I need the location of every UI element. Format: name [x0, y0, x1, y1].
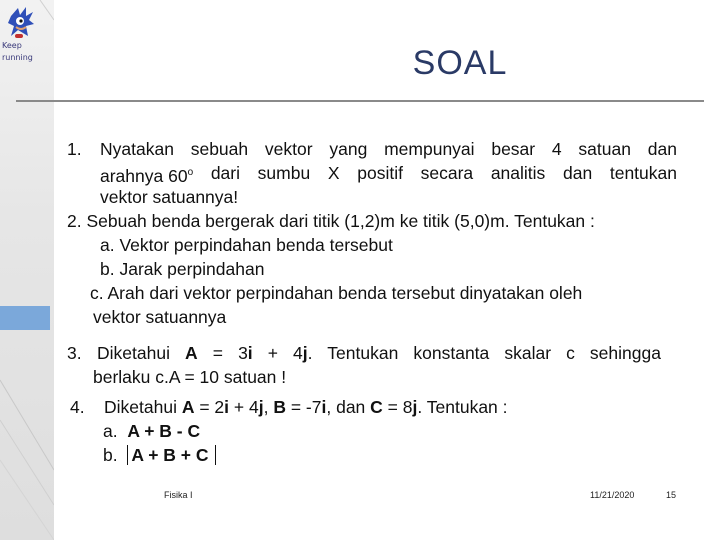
q2-line: 2. Sebuah benda bergerak dari titik (1,2)m ke titik (5,0)m. Tentukan :: [67, 211, 595, 231]
vector-c-symbol: C: [370, 397, 383, 417]
q1-number: 1.: [67, 139, 82, 159]
q4-item-a: [103, 420, 200, 442]
q4-text: + 4: [229, 397, 259, 417]
q4-line1: [104, 396, 508, 418]
unit-vector-i: i: [224, 397, 230, 417]
unit-vector-i: i: [247, 343, 253, 363]
logo-text-line2: running: [2, 53, 33, 62]
q4-text: ,: [263, 397, 274, 417]
q1-word: tentukan: [609, 163, 677, 183]
q1-word: dan: [562, 163, 593, 183]
q3-number: 3.: [67, 343, 82, 363]
q3-text: = 3: [197, 343, 248, 363]
q4-item-a-label: a.: [103, 421, 118, 441]
magnitude-bars: [127, 445, 215, 465]
q1-word: sumbu: [257, 163, 311, 183]
q1-line2: [100, 162, 677, 187]
q4-item-b-expression: A + B + C: [131, 445, 209, 465]
q1-word: satuan: [578, 139, 631, 159]
vector-b-symbol: B: [273, 397, 286, 417]
q1-word: yang: [329, 139, 368, 159]
vector-a-symbol: A: [185, 343, 198, 363]
footer-course: Fisika I: [164, 490, 193, 500]
q2-item-a: a. Vektor perpindahan benda tersebut: [100, 235, 393, 255]
q2-item-c-line2: vektor satuannya: [93, 307, 227, 327]
q1-word: besar: [491, 139, 536, 159]
q1-word: analitis: [490, 163, 546, 183]
q4-text: = -7: [285, 397, 322, 417]
q3-text: Diketahui: [97, 343, 170, 363]
q1-word: dari: [210, 163, 240, 183]
q1-angle-text: arahnya 60: [100, 165, 188, 186]
q1-word: X: [327, 163, 340, 183]
q1-word: 4: [551, 139, 562, 159]
q3-text: + 4: [252, 343, 303, 363]
unit-vector-j: j: [412, 397, 418, 417]
q2-item-b: b. Jarak perpindahan: [100, 259, 265, 279]
q3-text: . Tentukan konstanta skalar c sehingga: [307, 343, 661, 363]
q3-line1: [97, 342, 661, 364]
q4-text: = 8: [382, 397, 413, 417]
q1-line1: [100, 138, 677, 160]
q4-number: 4.: [70, 397, 85, 417]
q1-word: vektor: [264, 139, 313, 159]
q1-word: dan: [647, 139, 677, 159]
q1-word: positif: [357, 163, 403, 183]
q1-word: Nyatakan: [100, 139, 174, 159]
unit-vector-i: i: [321, 397, 327, 417]
degree-sup: o: [187, 167, 194, 178]
q4-item-a-expression: A + B - C: [127, 421, 201, 441]
unit-vector-j: j: [258, 397, 264, 417]
q1-word: secara: [420, 163, 474, 183]
q1-word: mempunyai: [384, 139, 475, 159]
q1-line3: vektor satuannya!: [100, 187, 239, 207]
slide-title: SOAL: [412, 44, 508, 82]
q1-word: sebuah: [190, 139, 249, 159]
q2-item-c-line1: c. Arah dari vektor perpindahan benda tersebut dinyatakan oleh: [90, 283, 583, 303]
footer-page-number: 15: [666, 490, 677, 500]
unit-vector-j: j: [302, 343, 308, 363]
q4-text: , dan: [326, 397, 371, 417]
q4-item-b-label: b.: [103, 445, 118, 465]
vector-a-symbol: A: [181, 397, 195, 417]
q4-text: Diketahui: [104, 397, 182, 417]
q4-item-b: [103, 444, 216, 466]
q1-angle: [100, 162, 193, 187]
q4-text: . Tentukan :: [417, 397, 508, 417]
footer-date: 11/21/2020: [590, 490, 635, 500]
q4-text: = 2: [194, 397, 225, 417]
logo-text-line1: Keep: [2, 41, 22, 50]
q3-line2: berlaku c.A = 10 satuan !: [93, 367, 287, 387]
